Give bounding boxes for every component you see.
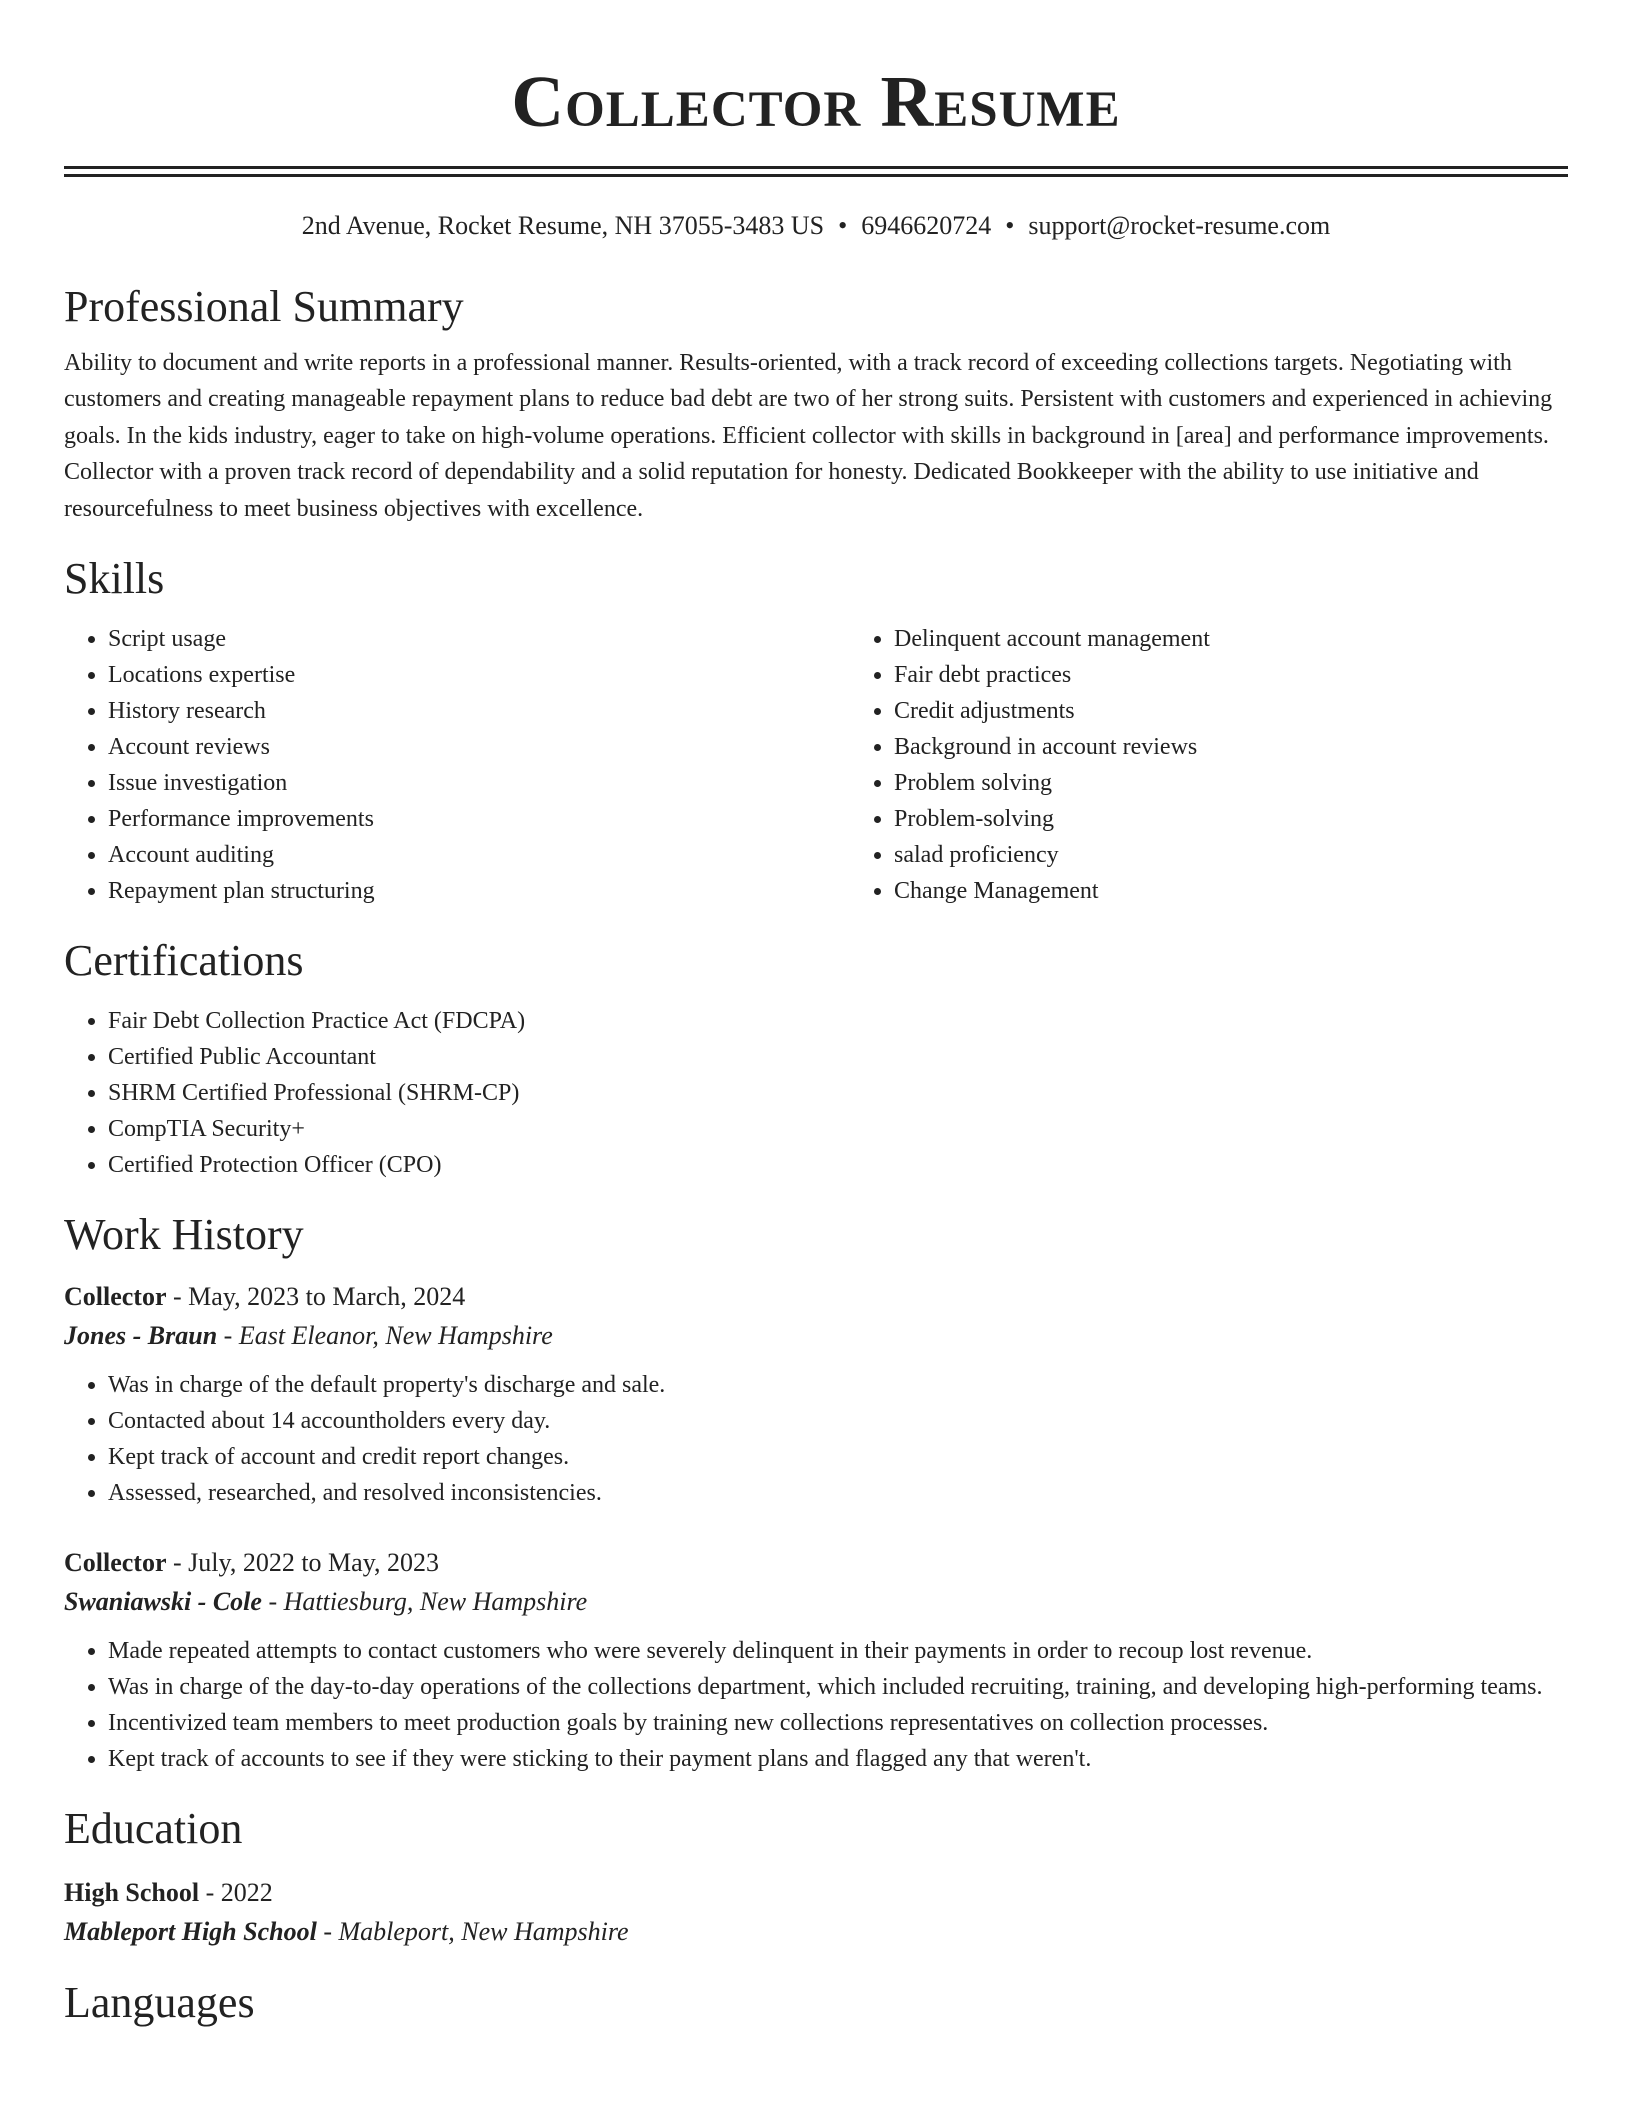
education-degree-line: [64, 1873, 1568, 1913]
job-company-line: [64, 1317, 1568, 1355]
skill-item: • salad proficiency: [894, 837, 1568, 873]
summary-text: Ability to document and write reports in a professional manner. Results-oriented, with a track record of exceeding collections targets. Negotiating with customers and creating manageable repayment plans to reduce bad debt are two of her strong suits. Persistent with customers and experienced in achieving goals. In the kids industry, eager to take on high-volume operations. Efficient collector with skills in background in [area] and performance improvements. Collector with a proven track record of dependability and a solid reputation for honesty. Dedicated Bookkeeper with the ability to use initiative and resourcefulness to meet business objectives with excellence.: [64, 350, 1553, 522]
skill-item: • Delinquent account management: [894, 621, 1568, 657]
resume-title: Collector Resume: [511, 61, 1121, 142]
skill-item: • History research: [108, 693, 850, 729]
skill-item: • Issue investigation: [108, 765, 850, 801]
duty-item: • Kept track of account and credit report changes.: [108, 1439, 1568, 1475]
duty-item: • Made repeated attempts to contact customers who were severely delinquent in their payments in order to recoup lost revenue.: [108, 1633, 1568, 1669]
certification-item: • CompTIA Security+: [108, 1111, 1568, 1147]
contact-line: [64, 209, 1568, 243]
duty-item: • Assessed, researched, and resolved inconsistencies.: [108, 1475, 1568, 1511]
job-company-line: [64, 1583, 1568, 1621]
skill-item: • Fair debt practices: [894, 657, 1568, 693]
duty-item: • Was in charge of the day-to-day operations of the collections department, which included recruiting, training, and developing high-performing teams.: [108, 1669, 1568, 1705]
job-duties: [64, 1367, 1568, 1511]
certification-item: • Certified Public Accountant: [108, 1039, 1568, 1075]
duty-item: • Kept track of accounts to see if they were sticking to their payment plans and flagged any that weren't.: [108, 1741, 1568, 1777]
contact-email: support@rocket-resume.com: [1028, 211, 1331, 240]
job-role: Collector: [64, 1548, 167, 1578]
job-entry: [64, 1277, 1568, 1511]
skills-heading: Skills: [64, 554, 165, 604]
job-role: Collector: [64, 1282, 167, 1312]
job-title-line: [64, 1543, 1568, 1583]
skill-item: • Repayment plan structuring: [108, 873, 850, 909]
duty-item: • Contacted about 14 accountholders every day.: [108, 1403, 1568, 1439]
education-year: - 2022: [199, 1878, 273, 1908]
certification-item: • SHRM Certified Professional (SHRM-CP): [108, 1075, 1568, 1111]
skill-item: • Problem-solving: [894, 801, 1568, 837]
skill-item: • Account reviews: [108, 729, 850, 765]
certifications-heading: Certifications: [64, 936, 304, 986]
job-dates: - May, 2023 to March, 2024: [166, 1282, 466, 1312]
contact-separator: •: [838, 211, 848, 240]
certification-item: • Fair Debt Collection Practice Act (FDCPA): [108, 1003, 1568, 1039]
skill-item: • Performance improvements: [108, 801, 850, 837]
contact-separator: •: [1005, 211, 1015, 240]
job-duties: [64, 1633, 1568, 1777]
education-heading: Education: [64, 1804, 243, 1854]
job-location: - East Eleanor, New Hampshire: [217, 1321, 553, 1351]
summary-heading: Professional Summary: [64, 282, 464, 331]
duty-item: • Incentivized team members to meet production goals by training new collections representatives on collection processes.: [108, 1705, 1568, 1741]
skills-left-column: [64, 621, 850, 909]
certifications-list: [64, 1003, 1568, 1183]
skills-list: [64, 621, 1568, 909]
skill-item: • Change Management: [894, 873, 1568, 909]
work-history-heading: Work History: [64, 1210, 304, 1260]
skill-item: • Script usage: [108, 621, 850, 657]
job-company: Swaniawski - Cole: [64, 1587, 262, 1617]
job-company: Jones - Braun: [64, 1321, 218, 1351]
title-divider: [64, 166, 1568, 177]
skill-item: • Background in account reviews: [894, 729, 1568, 765]
education-school-line: [64, 1913, 1568, 1951]
job-entry: [64, 1543, 1568, 1777]
skill-item: • Locations expertise: [108, 657, 850, 693]
education-location: - Mableport, New Hampshire: [316, 1917, 629, 1947]
certification-item: • Certified Protection Officer (CPO): [108, 1147, 1568, 1183]
skills-right-column: [850, 621, 1568, 909]
contact-address: 2nd Avenue, Rocket Resume, NH 37055-3483 US: [301, 211, 825, 240]
job-title-line: [64, 1277, 1568, 1317]
languages-heading: Languages: [64, 1978, 255, 2028]
job-location: - Hattiesburg, New Hampshire: [261, 1587, 588, 1617]
job-dates: - July, 2022 to May, 2023: [166, 1548, 440, 1578]
contact-phone: 6946620724: [861, 211, 992, 240]
education-school: Mableport High School: [64, 1917, 317, 1947]
education-entry: [64, 1873, 1568, 1951]
skill-item: • Credit adjustments: [894, 693, 1568, 729]
education-degree: High School: [64, 1878, 200, 1908]
skill-item: • Account auditing: [108, 837, 850, 873]
duty-item: • Was in charge of the default property's discharge and sale.: [108, 1367, 1568, 1403]
skill-item: • Problem solving: [894, 765, 1568, 801]
